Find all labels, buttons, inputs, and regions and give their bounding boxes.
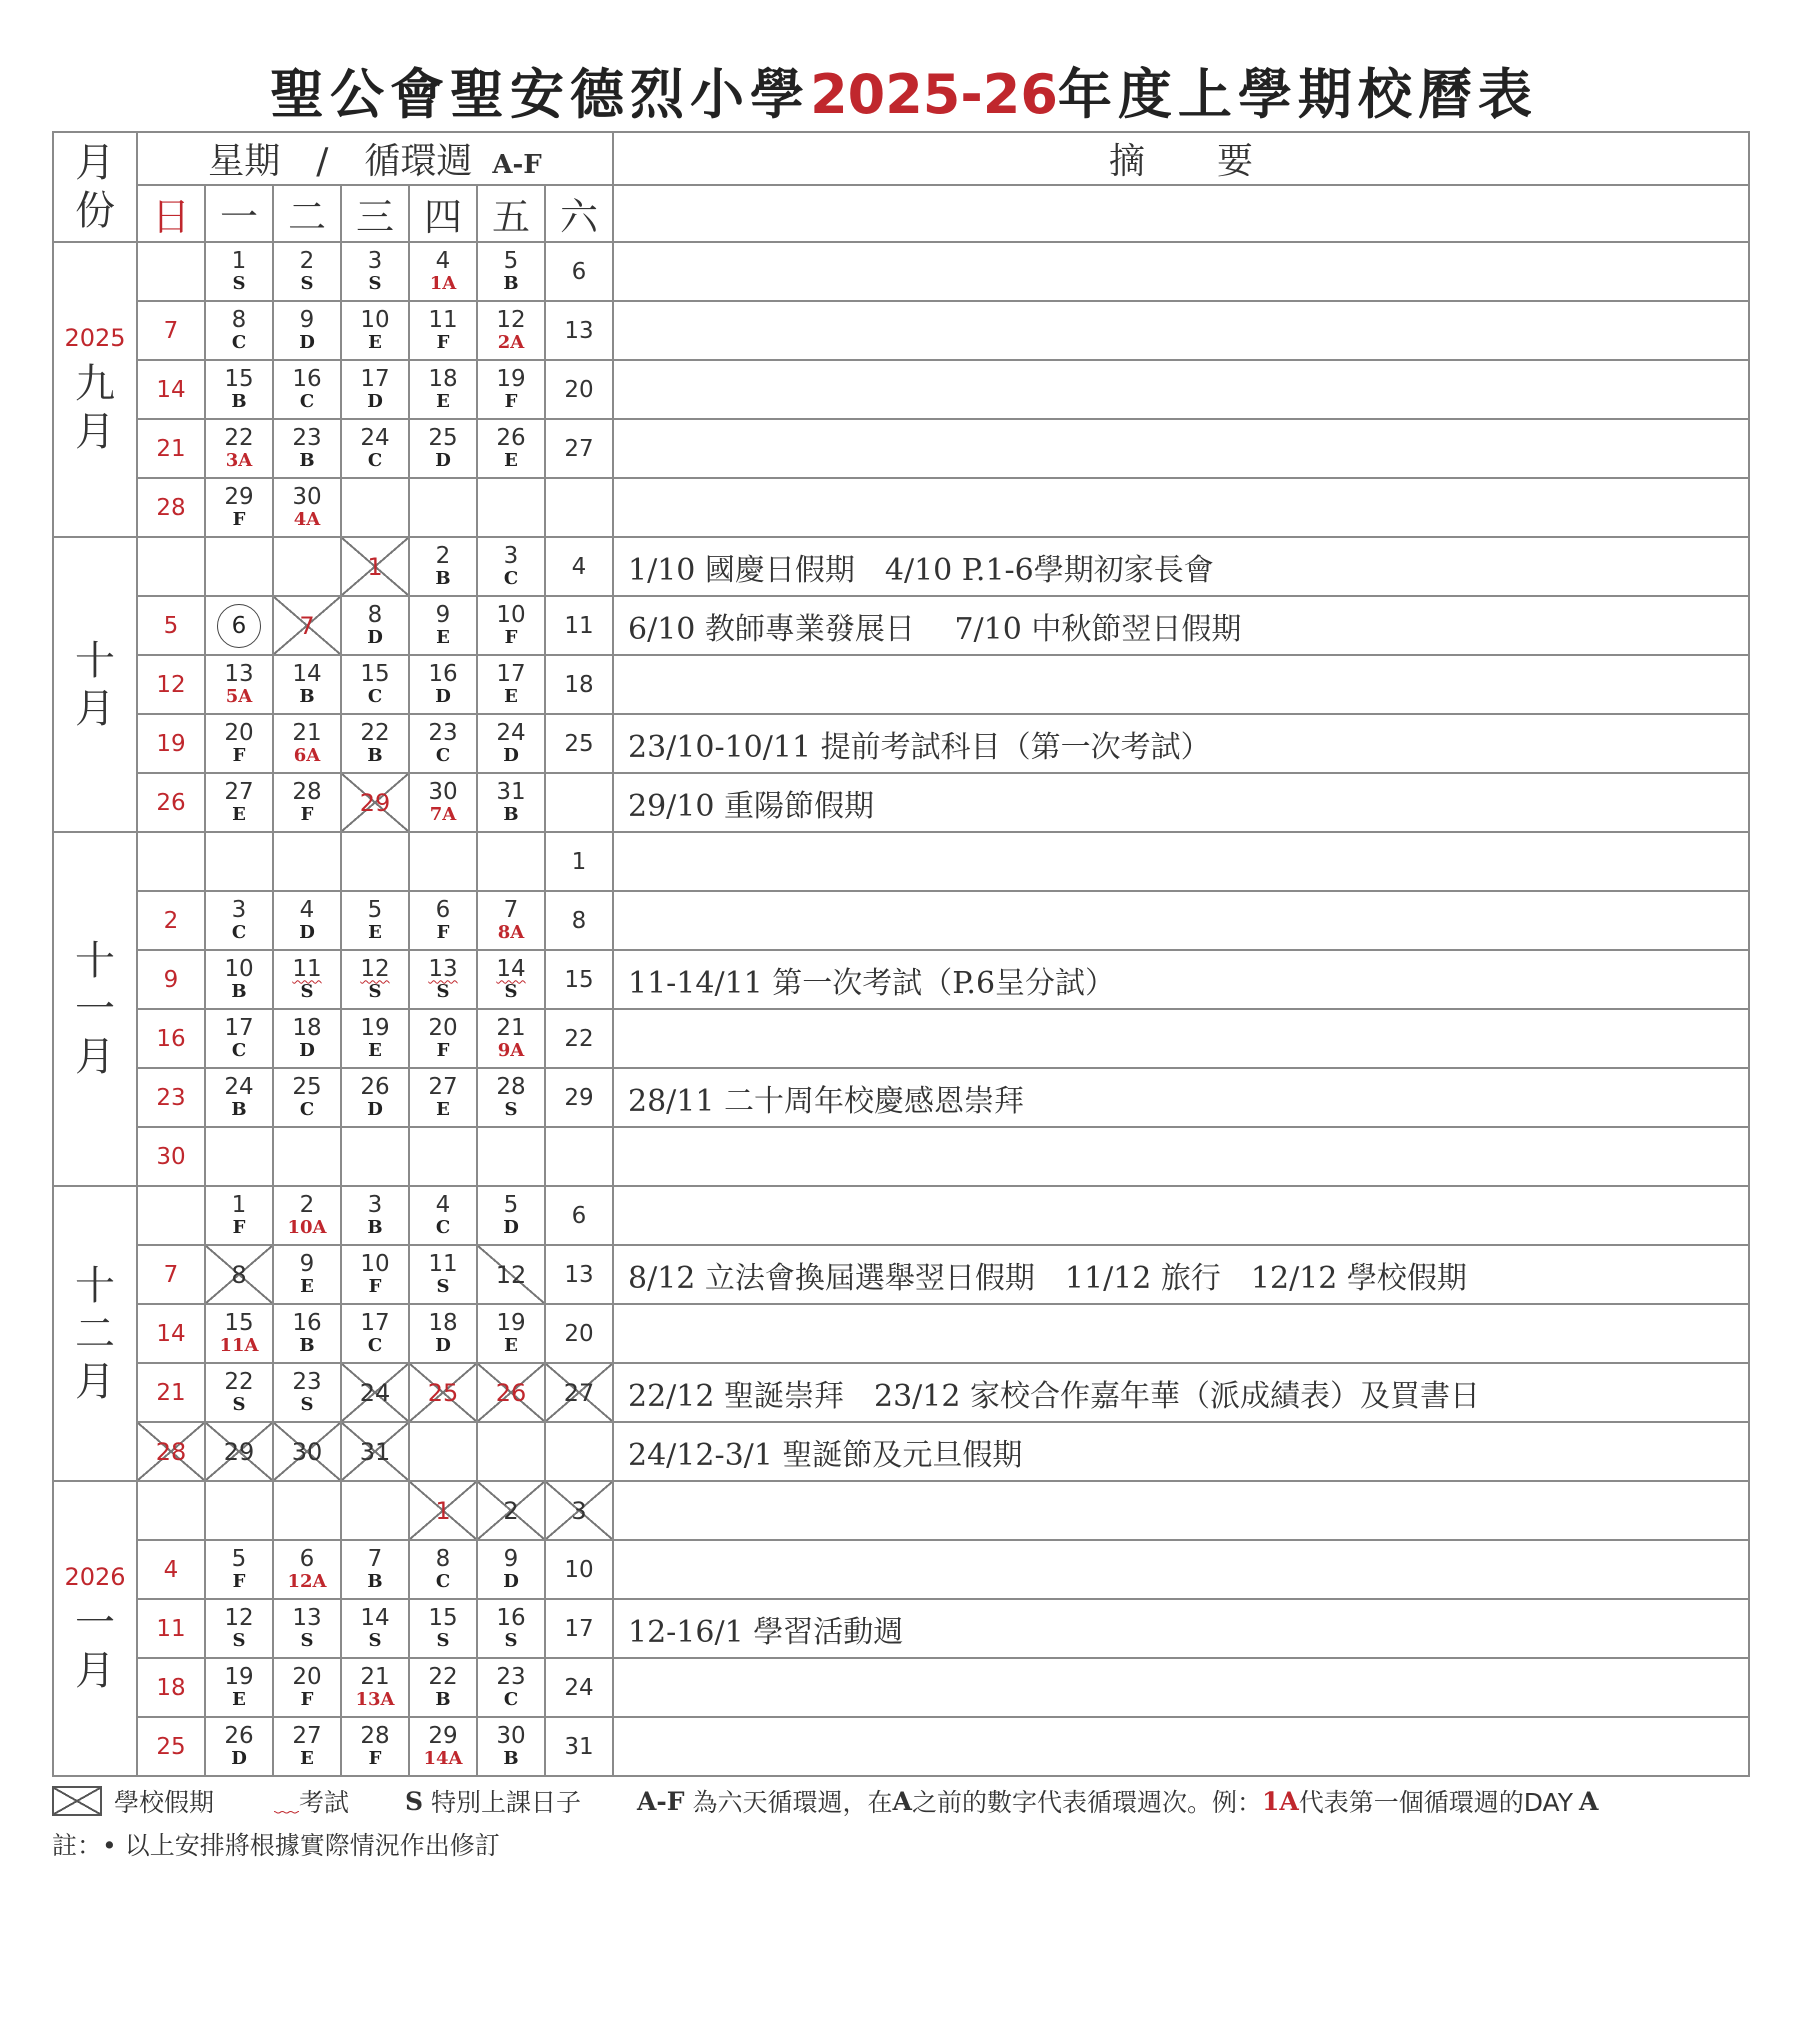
holiday-cell: 1 (409, 1481, 477, 1540)
week-row (53, 360, 1749, 419)
day-cell: 1 F (205, 1186, 273, 1245)
note-cell (613, 419, 1749, 478)
day-cell: 23 (137, 1068, 205, 1127)
day-cell: 10 B (205, 950, 273, 1009)
note-cell (613, 1304, 1749, 1363)
day-cell: 4 1A (409, 242, 477, 301)
month-dec: 十二月 (53, 1186, 137, 1481)
day-header-wed: 三 (341, 185, 409, 242)
day-cell: 14 (137, 1304, 205, 1363)
note-cell (613, 655, 1749, 714)
day-header-tue: 二 (273, 185, 341, 242)
day-cell: 30 (137, 1127, 205, 1186)
week-row (53, 596, 1749, 655)
note-cell: 8/12 立法會換屆選舉翌日假期 11/12 旅行 12/12 學校假期 (613, 1245, 1749, 1304)
day-cell: 7 (137, 301, 205, 360)
summary-header: 摘 要 (613, 132, 1749, 185)
day-cell: 10 F (477, 596, 545, 655)
week-row (53, 1599, 1749, 1658)
day-cell: 3 C (205, 891, 273, 950)
day-header-fri: 五 (477, 185, 545, 242)
note-cell (613, 360, 1749, 419)
note-cell: 1/10 國慶日假期 4/10 P.1-6學期初家長會 (613, 537, 1749, 596)
day-cell: 24 B (205, 1068, 273, 1127)
day-cell: 6 (545, 1186, 613, 1245)
day-cell: 9 D (273, 301, 341, 360)
day-cell: 11 (137, 1599, 205, 1658)
calendar-table (52, 131, 1750, 1777)
day-cell: 22 3A (205, 419, 273, 478)
day-cell: 14 S (341, 1599, 409, 1658)
month-header: 月 份 (53, 132, 137, 242)
day-header-thu: 四 (409, 185, 477, 242)
day-cell: 20 (545, 1304, 613, 1363)
holiday-cell: 29 (205, 1422, 273, 1481)
day-cell: 4 (545, 537, 613, 596)
day-cell: 24 D (477, 714, 545, 773)
holiday-cell: 31 (341, 1422, 409, 1481)
day-cell: 10 F (341, 1245, 409, 1304)
day-cell: 25 (545, 714, 613, 773)
week-row (53, 1540, 1749, 1599)
holiday-cell: 30 (273, 1422, 341, 1481)
day-cell: 21 13A (341, 1658, 409, 1717)
week-row (53, 478, 1749, 537)
day-cell: 2 (137, 891, 205, 950)
holiday-cell: 7 (273, 596, 341, 655)
day-cell: 25 C (273, 1068, 341, 1127)
note-cell (613, 1717, 1749, 1776)
day-cell: 2 S (273, 242, 341, 301)
day-cell: 1 S (205, 242, 273, 301)
day-cell: 25 (137, 1717, 205, 1776)
day-cell: 27 E (409, 1068, 477, 1127)
note-cell: 11-14/11 第一次考試（P.6呈分試） (613, 950, 1749, 1009)
note-cell: 12-16/1 學習活動週 (613, 1599, 1749, 1658)
day-cell: 13 S (273, 1599, 341, 1658)
day-cell: 26 E (477, 419, 545, 478)
holiday-cell: 8 (205, 1245, 273, 1304)
day-cell: 27 E (273, 1717, 341, 1776)
day-cell: 30 7A (409, 773, 477, 832)
week-row (53, 1658, 1749, 1717)
exam-cell: 14 S (477, 950, 545, 1009)
week-row (53, 301, 1749, 360)
day-cell: 19 (137, 714, 205, 773)
day-cell: 19 E (205, 1658, 273, 1717)
day-cell (137, 242, 205, 301)
day-cell: 17 C (205, 1009, 273, 1068)
day-cell: 5 B (477, 242, 545, 301)
week-row (53, 714, 1749, 773)
wavy-underline-icon: ﹏ (273, 1788, 299, 1817)
day-cell: 4 C (409, 1186, 477, 1245)
week-row (53, 1127, 1749, 1186)
day-cell: 26 D (341, 1068, 409, 1127)
day-cell: 15 S (409, 1599, 477, 1658)
day-cell: 3 C (477, 537, 545, 596)
day-cell: 12 2A (477, 301, 545, 360)
day-cell: 30 B (477, 1717, 545, 1776)
week-row (53, 1068, 1749, 1127)
day-header-sat: 六 (545, 185, 613, 242)
day-cell: 9 (137, 950, 205, 1009)
day-cell: 10 E (341, 301, 409, 360)
month-sep: 2025 九月 (53, 242, 137, 537)
week-row (53, 1422, 1749, 1481)
day-cell: 8 C (205, 301, 273, 360)
day-cell: 16 D (409, 655, 477, 714)
exam-cell: 12 S (341, 950, 409, 1009)
day-cell: 6 (205, 596, 273, 655)
day-cell: 8 C (409, 1540, 477, 1599)
week-row (53, 1363, 1749, 1422)
day-cell: 20 (545, 360, 613, 419)
day-cell: 6 F (409, 891, 477, 950)
holiday-cell: 29 (341, 773, 409, 832)
holiday-cell: 28 (137, 1422, 205, 1481)
day-cell: 7 B (341, 1540, 409, 1599)
day-cell: 16 C (273, 360, 341, 419)
note-cell (613, 1540, 1749, 1599)
day-cell: 5 E (341, 891, 409, 950)
day-cell: 15 C (341, 655, 409, 714)
day-cell: 16 B (273, 1304, 341, 1363)
note-cell (613, 832, 1749, 891)
day-cell: 29 14A (409, 1717, 477, 1776)
day-cell: 28 (137, 478, 205, 537)
weekday-cycle-header: 星期 / 循環週 A-F (137, 132, 613, 185)
day-cell: 19 E (341, 1009, 409, 1068)
day-cell: 25 D (409, 419, 477, 478)
day-cell: 20 F (205, 714, 273, 773)
day-cell: 20 F (409, 1009, 477, 1068)
note-cell (613, 242, 1749, 301)
day-cell: 4 D (273, 891, 341, 950)
legend: 學校假期 ﹏考試 S 特別上課日子 A-F 為六天循環週，在A之前的數字代表循環週次。例：1A代表第一個循環週的DAY A (52, 1783, 1752, 1819)
day-cell: 13 5A (205, 655, 273, 714)
day-header-mon: 一 (205, 185, 273, 242)
day-cell: 4 (137, 1540, 205, 1599)
day-cell: 18 D (409, 1304, 477, 1363)
note-cell: 28/11 二十周年校慶感恩崇拜 (613, 1068, 1749, 1127)
day-cell: 12 S (205, 1599, 273, 1658)
day-cell: 17 (545, 1599, 613, 1658)
week-row (53, 1009, 1749, 1068)
day-cell: 31 (545, 1717, 613, 1776)
week-row (53, 832, 1749, 891)
footnote: 註：• 以上安排將根據實際情況作出修訂 (52, 1831, 500, 1860)
day-cell: 24 (545, 1658, 613, 1717)
day-cell: 17 E (477, 655, 545, 714)
holiday-cell: 12 (477, 1245, 545, 1304)
note-cell: 24/12-3/1 聖誕節及元旦假期 (613, 1422, 1749, 1481)
note-cell: 22/12 聖誕崇拜 23/12 家校合作嘉年華（派成績表）及買書日 (613, 1363, 1749, 1422)
week-row (53, 419, 1749, 478)
day-cell: 5 F (205, 1540, 273, 1599)
day-cell: 30 4A (273, 478, 341, 537)
day-cell: 26 D (205, 1717, 273, 1776)
day-header-sun: 日 (137, 185, 205, 242)
day-cell: 19 E (477, 1304, 545, 1363)
note-cell (613, 478, 1749, 537)
note-cell (613, 1009, 1749, 1068)
day-cell: 18 D (273, 1009, 341, 1068)
holiday-cell: 26 (477, 1363, 545, 1422)
day-cell: 7 8A (477, 891, 545, 950)
day-cell: 23 B (273, 419, 341, 478)
day-cell: 3 S (341, 242, 409, 301)
day-cell: 28 S (477, 1068, 545, 1127)
day-cell: 21 (137, 419, 205, 478)
day-cell: 22 (545, 1009, 613, 1068)
week-row (53, 1481, 1749, 1540)
note-cell (613, 1186, 1749, 1245)
holiday-cross-icon (52, 1786, 102, 1816)
day-cell: 21 (137, 1363, 205, 1422)
day-cell: 23 C (477, 1658, 545, 1717)
exam-cell: 11 S (273, 950, 341, 1009)
month-oct: 十月 (53, 537, 137, 832)
day-cell: 9 E (273, 1245, 341, 1304)
note-cell (613, 1127, 1749, 1186)
holiday-cell: 1 (341, 537, 409, 596)
week-row (53, 1717, 1749, 1776)
day-cell: 22 S (205, 1363, 273, 1422)
note-cell (613, 1658, 1749, 1717)
week-row (53, 655, 1749, 714)
day-cell: 17 C (341, 1304, 409, 1363)
note-cell (613, 301, 1749, 360)
day-cell: 18 (545, 655, 613, 714)
holiday-cell: 24 (341, 1363, 409, 1422)
day-cell: 14 (137, 360, 205, 419)
day-cell: 2 10A (273, 1186, 341, 1245)
day-cell: 26 (137, 773, 205, 832)
day-cell: 21 6A (273, 714, 341, 773)
day-cell: 17 D (341, 360, 409, 419)
day-cell: 14 B (273, 655, 341, 714)
day-cell: 27 (545, 419, 613, 478)
day-cell: 15 (545, 950, 613, 1009)
day-cell: 2 B (409, 537, 477, 596)
day-cell: 23 S (273, 1363, 341, 1422)
day-cell: 24 C (341, 419, 409, 478)
holiday-cell: 3 (545, 1481, 613, 1540)
day-cell: 13 (545, 301, 613, 360)
exam-cell: 13 S (409, 950, 477, 1009)
day-cell: 21 9A (477, 1009, 545, 1068)
day-cell: 6 (545, 242, 613, 301)
note-cell: 6/10 教師專業發展日 7/10 中秋節翌日假期 (613, 596, 1749, 655)
holiday-cell: 2 (477, 1481, 545, 1540)
day-cell: 8 D (341, 596, 409, 655)
page-title: 聖公會聖安德烈小學2025-26年度上學期校曆表 (270, 62, 1538, 126)
week-row (53, 1304, 1749, 1363)
holiday-cell: 27 (545, 1363, 613, 1422)
note-cell (613, 891, 1749, 950)
day-cell: 3 B (341, 1186, 409, 1245)
day-cell: 7 (137, 1245, 205, 1304)
day-cell: 12 (137, 655, 205, 714)
day-cell: 5 (137, 596, 205, 655)
day-cell: 13 (545, 1245, 613, 1304)
day-cell: 18 (137, 1658, 205, 1717)
week-row (53, 950, 1749, 1009)
day-cell: 11 F (409, 301, 477, 360)
month-jan: 2026 一月 (53, 1481, 137, 1776)
week-row (53, 242, 1749, 301)
day-cell: 29 F (205, 478, 273, 537)
holiday-cell: 25 (409, 1363, 477, 1422)
day-cell: 23 C (409, 714, 477, 773)
week-row (53, 1245, 1749, 1304)
week-row (53, 537, 1749, 596)
month-nov: 十一月 (53, 832, 137, 1186)
week-row (53, 773, 1749, 832)
day-cell: 31 B (477, 773, 545, 832)
day-cell: 19 F (477, 360, 545, 419)
day-cell: 20 F (273, 1658, 341, 1717)
note-cell (613, 1481, 1749, 1540)
day-cell: 15 B (205, 360, 273, 419)
day-cell: 16 (137, 1009, 205, 1068)
note-cell: 29/10 重陽節假期 (613, 773, 1749, 832)
note-cell: 23/10-10/11 提前考試科目（第一次考試） (613, 714, 1749, 773)
day-cell: 29 (545, 1068, 613, 1127)
day-cell: 27 E (205, 773, 273, 832)
day-cell: 15 11A (205, 1304, 273, 1363)
day-cell: 6 12A (273, 1540, 341, 1599)
day-cell: 10 (545, 1540, 613, 1599)
week-row (53, 891, 1749, 950)
day-cell: 9 E (409, 596, 477, 655)
day-cell: 8 (545, 891, 613, 950)
day-cell: 16 S (477, 1599, 545, 1658)
day-cell: 9 D (477, 1540, 545, 1599)
day-cell: 18 E (409, 360, 477, 419)
day-cell: 1 (545, 832, 613, 891)
day-cell: 5 D (477, 1186, 545, 1245)
day-cell: 22 B (341, 714, 409, 773)
day-cell: 22 B (409, 1658, 477, 1717)
day-cell: 11 (545, 596, 613, 655)
day-cell: 28 F (273, 773, 341, 832)
day-cell: 11 S (409, 1245, 477, 1304)
day-cell: 28 F (341, 1717, 409, 1776)
week-row (53, 1186, 1749, 1245)
